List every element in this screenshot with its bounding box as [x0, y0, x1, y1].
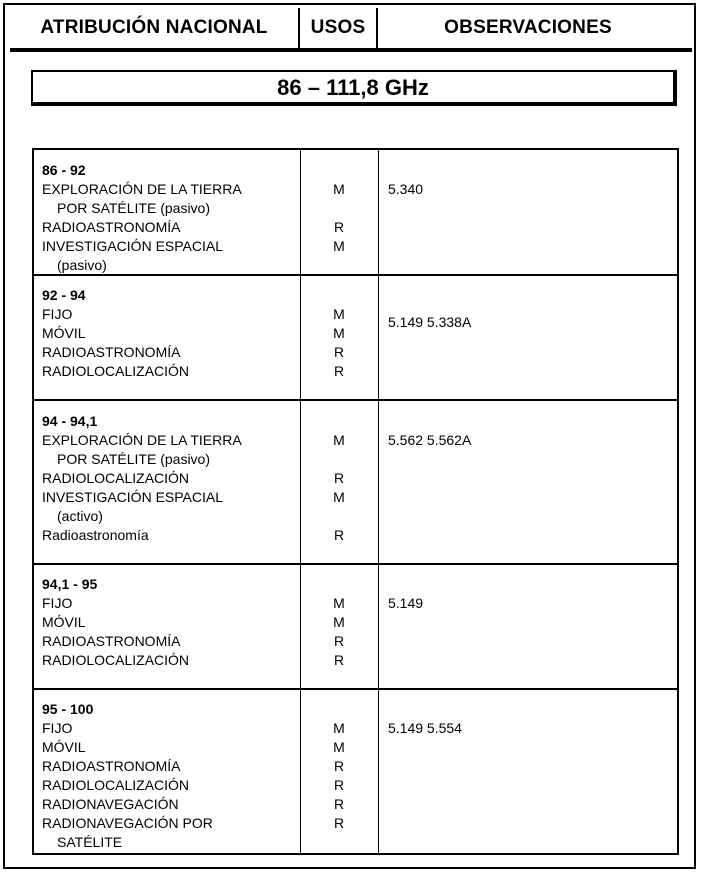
use-code	[300, 199, 378, 218]
use-code: R	[333, 652, 345, 668]
use-code: M	[333, 325, 345, 341]
service-line: RADIOLOCALIZACIÓN	[42, 652, 190, 668]
use-code: M	[333, 432, 345, 448]
service-line: RADIOLOCALIZACIÓN	[42, 363, 190, 379]
use-code: M	[333, 489, 345, 505]
use-code: R	[333, 470, 345, 486]
service-line: POR SATÉLITE (pasivo)	[57, 451, 211, 467]
use-code: M	[333, 181, 345, 197]
band-title: 86 – 111,8 GHz	[31, 70, 677, 106]
use-code: R	[333, 758, 345, 774]
service-line: MÓVIL	[42, 614, 86, 630]
use-code: R	[333, 633, 345, 649]
use-code: M	[333, 306, 345, 322]
service-line: RADIOASTRONOMÍA	[42, 219, 181, 235]
use-code: R	[333, 815, 345, 831]
use-code: R	[333, 777, 345, 793]
notes-cell: 5.562 5.562A	[388, 432, 472, 448]
service-line: MÓVIL	[42, 325, 86, 341]
uses-cell	[300, 431, 378, 545]
service-cell	[42, 286, 297, 381]
use-code: M	[333, 595, 345, 611]
frequency-range: 94 - 94,1	[42, 413, 98, 429]
use-code: M	[333, 720, 345, 736]
service-line: Radioastronomía	[42, 527, 149, 543]
service-line: (pasivo)	[57, 257, 107, 273]
service-line: RADIOASTRONOMÍA	[42, 758, 181, 774]
service-line: MÓVIL	[42, 739, 86, 755]
column-header	[10, 8, 692, 52]
service-line: RADIONAVEGACIÓN	[42, 796, 179, 812]
frequency-range: 95 - 100	[42, 701, 94, 717]
col-divider-2	[378, 150, 379, 853]
service-line: FIJO	[42, 595, 73, 611]
use-code: R	[333, 219, 345, 235]
uses-cell	[300, 719, 378, 852]
service-line: EXPLORACIÓN DE LA TIERRA	[42, 432, 242, 448]
use-code	[300, 507, 378, 526]
service-line: RADIOASTRONOMÍA	[42, 633, 181, 649]
header-observaciones: OBSERVACIONES	[444, 17, 612, 38]
service-line: RADIOLOCALIZACIÓN	[42, 777, 190, 793]
row-divider-3	[34, 563, 677, 565]
service-line: RADIOLOCALIZACIÓN	[42, 470, 190, 486]
use-code: R	[333, 344, 345, 360]
service-cell	[42, 575, 297, 670]
service-cell	[42, 161, 297, 275]
uses-cell	[300, 594, 378, 670]
row-divider-4	[34, 688, 677, 690]
notes-cell: 5.149 5.338A	[388, 314, 472, 330]
service-line: FIJO	[42, 306, 73, 322]
service-line: INVESTIGACIÓN ESPACIAL	[42, 489, 224, 505]
service-line: POR SATÉLITE (pasivo)	[57, 200, 211, 216]
use-code: R	[333, 796, 345, 812]
service-line: FIJO	[42, 720, 73, 736]
frequency-range: 86 - 92	[42, 162, 86, 178]
notes-cell: 5.149	[388, 595, 424, 611]
use-code: R	[333, 363, 345, 379]
notes-cell: 5.149 5.554	[388, 720, 462, 736]
frequency-range: 94,1 - 95	[42, 576, 98, 592]
notes-cell: 5.340	[388, 181, 424, 197]
use-code	[300, 450, 378, 469]
use-code	[300, 256, 378, 275]
service-cell	[42, 700, 297, 852]
use-code	[300, 833, 378, 852]
service-line: SATÉLITE	[57, 834, 123, 850]
service-line: EXPLORACIÓN DE LA TIERRA	[42, 181, 242, 197]
service-line: RADIONAVEGACIÓN POR	[42, 815, 213, 831]
service-cell	[42, 412, 297, 545]
service-line: INVESTIGACIÓN ESPACIAL	[42, 238, 224, 254]
use-code: R	[333, 527, 345, 543]
uses-cell	[300, 305, 378, 381]
uses-cell	[300, 180, 378, 275]
row-divider-2	[34, 399, 677, 401]
service-line: (activo)	[57, 508, 103, 524]
allocation-table	[32, 148, 679, 855]
service-line: RADIOASTRONOMÍA	[42, 344, 181, 360]
frequency-range: 92 - 94	[42, 287, 86, 303]
use-code: M	[333, 614, 345, 630]
header-usos: USOS	[310, 17, 366, 38]
use-code: M	[333, 739, 345, 755]
use-code: M	[333, 238, 345, 254]
header-atribucion: ATRIBUCIÓN NACIONAL	[40, 17, 268, 38]
